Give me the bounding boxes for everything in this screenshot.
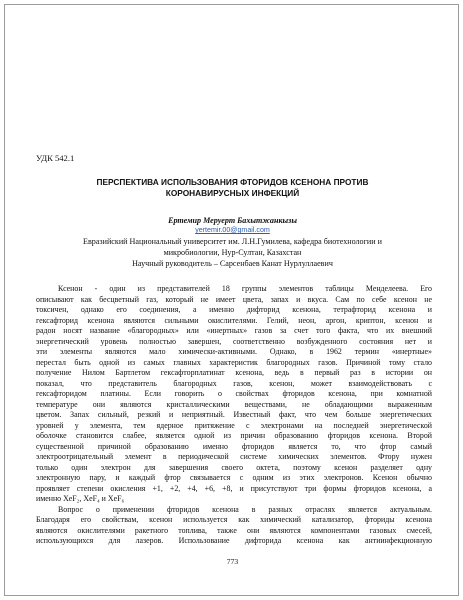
body-text — [36, 284, 432, 547]
paragraph-1-line: показал, что представитель благородных газов, ксенон, может взаимодействовать с — [36, 378, 432, 388]
paragraph-2-line: являются окислителями ракетного топлива, также они являются компонентами газовых смесей, — [36, 525, 432, 535]
paragraph-1-line: уровней у элемента, тем ядерное притяжение с электронами на последней энергетической — [36, 420, 432, 430]
paragraph-1-line: Ксенон - один из представителей 18 группы элементов таблицы Менделеева. Его — [58, 284, 432, 293]
supervisor-line: Научный руководитель – Сарсенбаев Канат Нурлуллаевич — [132, 259, 333, 268]
paragraph-1-line: энергетический уровень полностью завершен, соответственно возбужденного состояния нет и — [36, 336, 432, 346]
paragraph-2-line: Благодаря его свойствам, ксенон используется как химический катализатор, фториды ксенона — [36, 515, 432, 524]
author-name: Ертемир Меруерт Бахытжанкызы — [168, 216, 297, 225]
title-line-2: КОРОНАВИРУСНЫХ ИНФЕКЦИЙ — [165, 188, 300, 198]
paragraph-2-line: Вопрос о применении фторидов ксенона в разных отраслях является актуальным. — [58, 504, 432, 514]
paragraph-1-line: только один электрон для завершения своего октета, поэтому ксенон разделяет одну — [36, 462, 432, 472]
paragraph-1-line: электронную пару, и каждый фтор связывается с одним из этих электронов. Ксенон обычно — [36, 473, 432, 482]
title-line-1: ПЕРСПЕКТИВА ИСПОЛЬЗОВАНИЯ ФТОРИДОВ КСЕНОНА ПРОТИВ — [96, 177, 369, 187]
paragraph-2-line: использующихся для лазеров. Использование дифторида ксенона как антиинфекционную — [36, 536, 432, 545]
paragraph-1-line: перестал быть одной из самых главных характеристик благородных газов. Причиной тому стало — [36, 357, 432, 367]
paragraph-1-line: эти элементы являются мало химически-активными. Однако, в 1962 термин «инертные» — [36, 347, 432, 356]
paragraph-1-line: гексафторид ксенона являются сильными окислителями. Гелий, неон, аргон, криптон, ксенон и — [36, 315, 432, 325]
document-page — [4, 4, 459, 596]
affiliation-line-1: Евразийский Национальный университет им. Л.Н.Гумилева, кафедра биотехнологии и — [83, 237, 382, 246]
page-number: 773 — [226, 557, 239, 566]
paragraph-1-line: температуре они являются кристаллическими веществами, не обладающими выраженным — [36, 399, 432, 409]
paragraph-1-line: электроотрицательный элемент в периодической системе химических элементов. Фтору нужен — [36, 452, 432, 461]
paragraph-1-line: получение Нилом Бартлетом гексафторплатинат ксенона, ведь в первый раз в истории он — [36, 368, 432, 377]
affiliation-line-2: микробиологии, Нур-Султан, Казахстан — [163, 248, 302, 257]
paragraph-1-line: именно XeF₂, XeF₄ и XeF₆ — [36, 494, 125, 503]
paragraph-1-line: проявляет степени окисления +1, +2, +4, +6, +8, и присутствуют три формы фторидов ксенона, а — [36, 483, 432, 493]
paragraph-1-line: описывают как бесцветный газ, который не имеет цвета, запах и вкуса. Сам по себе ксенон не — [36, 294, 432, 304]
paragraph-1-line: гексафторидом платины. Если говорить о свойствах фторидов ксенона, при комнатной — [36, 389, 432, 398]
paragraph-1-line: оболочке становится слабее, является одной из причин образованию фторидов ксенона. Второй — [36, 431, 432, 440]
paragraph-1-line: цветом. Запах сильный, резкий и неприятный. Известный факт, что чем больше энергетических — [36, 410, 432, 419]
udc-code: УДК 542.1 — [36, 153, 75, 163]
author-email-link[interactable]: yertemir.00@gmail.com — [195, 226, 270, 234]
paragraph-1-line: токсичен, однако его соединения, а именно дифторид ксенона, тетрафторид ксенона и — [36, 305, 432, 314]
paragraph-1-line: радон носят название «благородных» или «инертных» газов за счет того факта, что их внешний — [36, 326, 432, 335]
paragraph-1-line: существенной причиной образованию именно фторидов является то, что фтор самый — [36, 441, 432, 451]
